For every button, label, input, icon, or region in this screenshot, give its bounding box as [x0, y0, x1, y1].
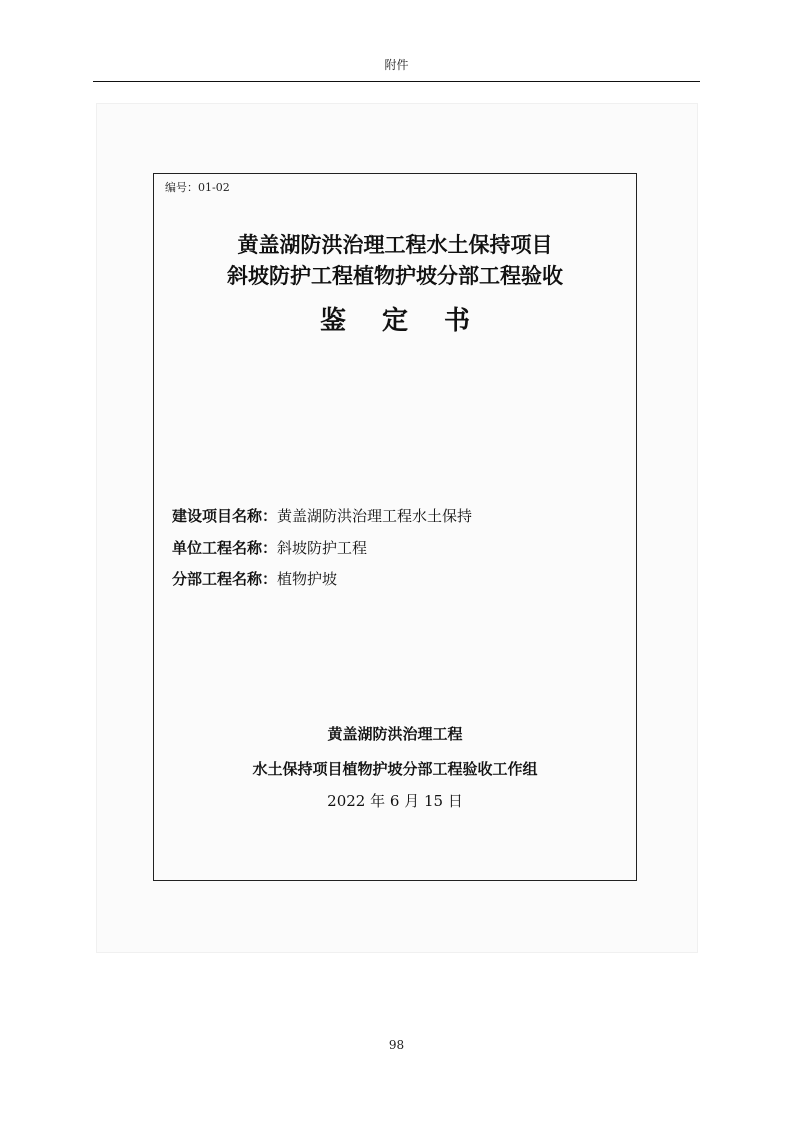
- field-unit-project-name: [172, 537, 367, 558]
- document-number: 编号：01-02: [165, 181, 230, 194]
- page-header-label: 附件: [384, 58, 409, 72]
- field-project-name: [172, 505, 472, 526]
- certificate-title-line-2: 斜坡防护工程植物护坡分部工程验收: [227, 264, 563, 288]
- page-number: 98: [388, 1038, 405, 1052]
- field-sub-project-name: [172, 568, 337, 589]
- field-label: 分部工程名称：: [172, 570, 278, 588]
- certificate-title-line-3: 鉴定书: [319, 306, 506, 336]
- issuing-org-line-2: 水土保持项目植物护坡分部工程验收工作组: [252, 760, 538, 778]
- header-divider: [93, 81, 700, 82]
- field-label: 建设项目名称：: [172, 507, 278, 525]
- field-value: 斜坡防护工程: [277, 539, 368, 557]
- field-value: 植物护坡: [277, 570, 338, 588]
- certificate-title-line-1: 黄盖湖防洪治理工程水土保持项目: [237, 233, 553, 257]
- issue-date: 2022 年 6 月 15 日: [327, 792, 463, 810]
- issuing-org-line-1: 黄盖湖防洪治理工程: [327, 725, 463, 743]
- field-label: 单位工程名称：: [172, 539, 278, 557]
- field-value: 黄盖湖防洪治理工程水土保持: [277, 507, 473, 525]
